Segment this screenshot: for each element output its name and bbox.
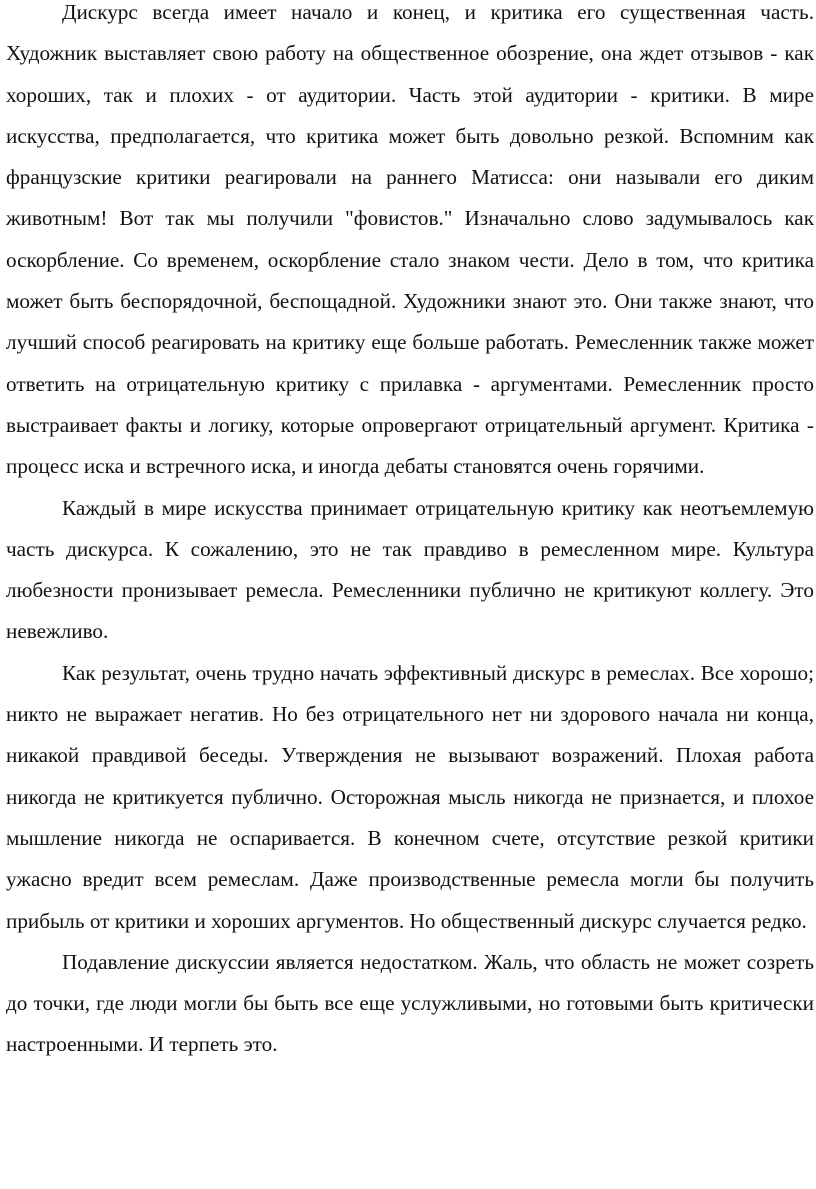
- paragraph-2: Каждый в мире искусства принимает отрицательную критику как неотъемлемую часть дискурса. К сожалению, это не так правдиво в ремесленном мире. Культура любезности пронизывает ремесла. Ремесленники публично не критикуют коллегу. Это невежливо.: [6, 495, 814, 644]
- document-page: [6, 0, 814, 1066]
- paragraph-3: Как результат, очень трудно начать эффективный дискурс в ремеслах. Все хорошо; никто не выражает негатив. Но без отрицательного нет ни здорового начала ни конца, никакой правдивой беседы. Утверждения не вызывают возражений. Плохая работа никогда не критикуется публично. Осторожная мысль никогда не признается, и плохое мышление никогда не оспаривается. В конечном счете, отсутствие резкой критики ужасно вредит всем ремеслам. Даже производственные ремесла могли бы получить прибыль от критики и хороших аргументов. Но общественный дискурс случается редко.: [6, 660, 814, 933]
- paragraph-1: Дискурс всегда имеет начало и конец, и критика его существенная часть. Художник выставляет свою работу на общественное обозрение, она ждет отзывов - как хороших, так и плохих - от аудитории. Часть этой аудитории - критики. В мире искусства, предполагается, что критика может быть довольно резкой. Вспомним как французские критики реагировали на раннего Матисса: они называли его диким животным! Вот так мы получили "фовистов." Изначально слово задумывалось как оскорбление. Со временем, оскорбление стало знаком чести. Дело в том, что критика может быть беспорядочной, беспощадной. Художники знают это. Они также знают, что лучший способ реагировать на критику еще больше работать. Ремесленник также может ответить на отрицательную критику с прилавка - аргументами. Ремесленник просто выстраивает факты и логику, которые опровергают отрицательный аргумент. Критика - процесс иска и встречного иска, и иногда дебаты становятся очень горячими.: [6, 0, 814, 479]
- paragraph-4: Подавление дискуссии является недостатком. Жаль, что область не может созреть до точки, где люди могли бы быть все еще услужливыми, но готовыми быть критически настроенными. И терпеть это.: [6, 949, 814, 1057]
